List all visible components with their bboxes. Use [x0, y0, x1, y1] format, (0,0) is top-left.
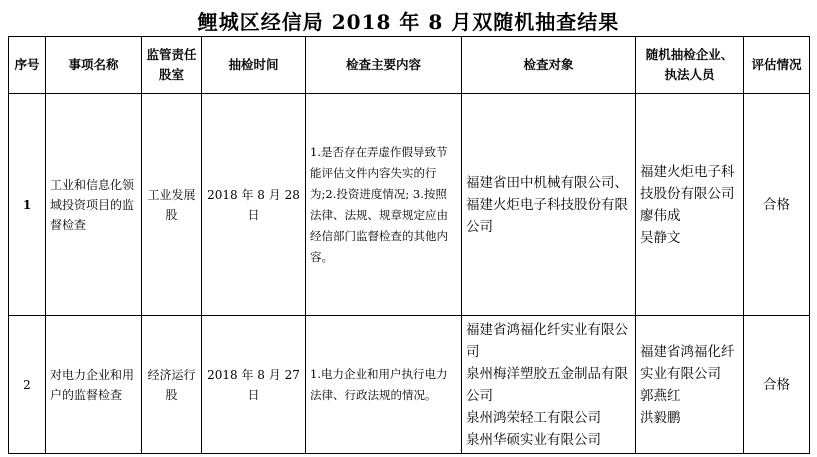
row-dept: 经济运行股: [142, 316, 202, 454]
header-result: 评估情况: [744, 37, 810, 94]
header-enterprise: 随机抽检企业、执法人员: [636, 37, 744, 94]
page-title: 鲤城区经信局 2018 年 8 月双随机抽查结果: [197, 10, 620, 34]
row-enterprise: [636, 94, 744, 316]
row-item: 工业和信息化领域投资项目的监督检查: [46, 94, 142, 316]
header-content: 检查主要内容: [306, 37, 462, 94]
header-target: 检查对象: [462, 37, 636, 94]
header-time: 抽检时间: [202, 37, 306, 94]
row-dept: 工业发展股: [142, 94, 202, 316]
row-result: 合格: [744, 94, 810, 316]
header-item: 事项名称: [46, 37, 142, 94]
enterprise-line: 廖伟成: [640, 207, 681, 224]
enterprise-line: 郭燕红: [640, 387, 681, 404]
header-seq: 序号: [9, 37, 46, 94]
target-line: 泉州华硕实业有限公司: [466, 431, 601, 448]
table-row: [9, 94, 810, 316]
table-row: [9, 316, 810, 454]
row-enterprise: [636, 316, 744, 454]
row-target: 福建省田中机械有限公司、福建火炬电子科技股份有限公司: [462, 94, 636, 316]
results-table: [8, 36, 810, 454]
row-time: 2018 年 8 月 28 日: [202, 94, 306, 316]
table-header-row: [9, 37, 810, 94]
enterprise-line: 福建火炬电子科技股份有限公司: [640, 163, 735, 202]
header-dept: 监管责任股室: [142, 37, 202, 94]
row-target: [462, 316, 636, 454]
row-content: 1.电力企业和用户执行电力法律、行政法规的情况。: [306, 316, 462, 454]
row-time: 2018 年 8 月 27 日: [202, 316, 306, 454]
target-line: 泉州鸿荣轻工有限公司: [466, 409, 601, 426]
target-line: 福建省鸿福化纤实业有限公司: [466, 321, 628, 360]
enterprise-line: 福建省鸿福化纤实业有限公司: [640, 343, 735, 382]
row-seq: 2: [9, 316, 46, 454]
target-line: 泉州梅洋塑胶五金制品有限公司: [466, 365, 628, 404]
row-item: 对电力企业和用户的监督检查: [46, 316, 142, 454]
enterprise-line: 吴静文: [640, 229, 681, 246]
row-seq: 1: [9, 94, 46, 316]
row-content: 1.是否存在弄虚作假导致节能评估文件内容失实的行为;2.投资进度情况; 3.按照法律、法规、规章规定应由经信部门监督检查的其他内容。: [306, 94, 462, 316]
row-result: 合格: [744, 316, 810, 454]
enterprise-line: 洪毅鹏: [640, 409, 681, 426]
